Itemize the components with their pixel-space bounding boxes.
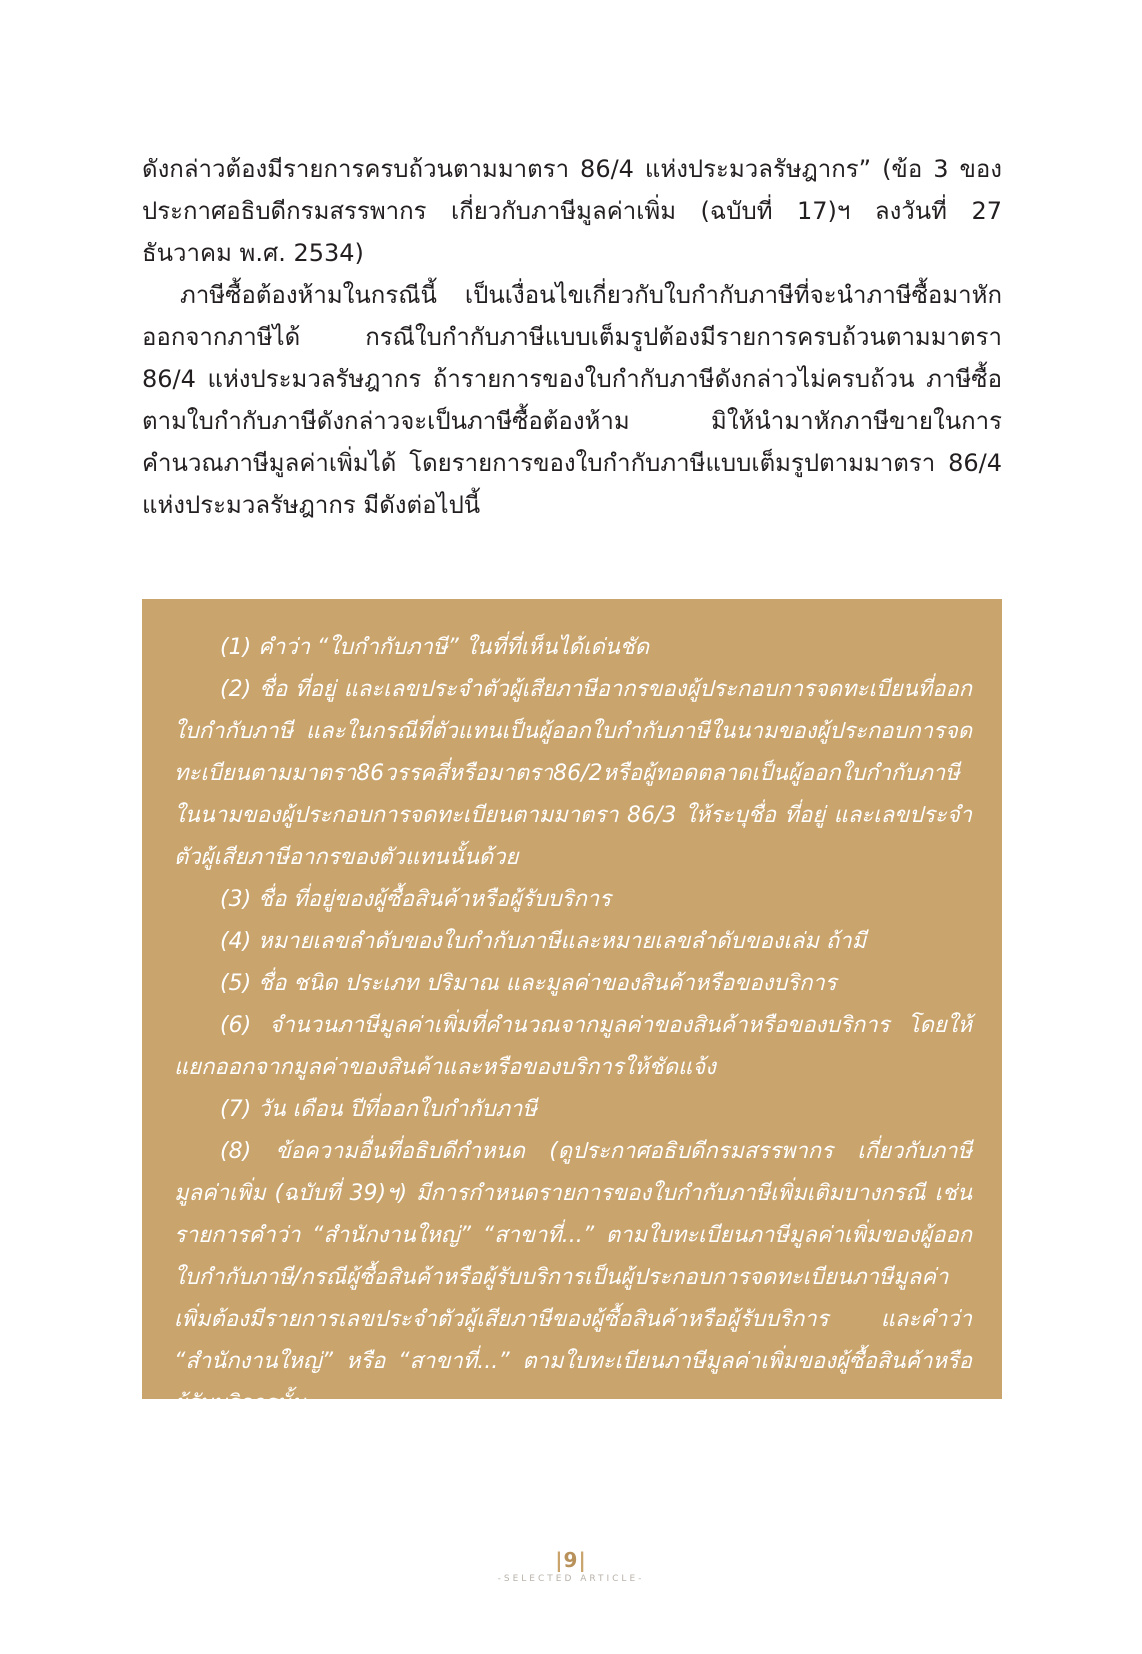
requirement-item-7: (7) วัน เดือน ปีที่ออกใบกำกับภาษี [220,1097,537,1122]
body-paragraph-2: ภาษีซื้อต้องห้ามในกรณีนี้ เป็นเงื่อนไขเกี่ยวกับใบกำกับภาษีที่จะนำภาษีซื้อมาหักออกจากภาษีได้ กรณีใบกำกับภาษีแบบเต็มรูปต้องมีรายการครบถ้วนตามมาตรา 86/4 แห่งประมวลรัษฎากร ถ้ารายการของใบกำกับภาษีดังกล่าวไม่ครบถ้วน ภาษีซื้อตามใบกำกับภาษีดังกล่าวจะเป็นภาษีซื้อต้องห้าม มิให้นำมาหักภาษีขายในการคำนวณภาษีมูลค่าเพิ่มได้ โดยรายการของใบกำกับภาษีแบบเต็มรูปตามมาตรา 86/4 แห่งประมวลรัษฎากร มีดังต่อไปนี้ [142,281,1002,519]
requirement-item-3: (3) ชื่อ ที่อยู่ของผู้ซื้อสินค้าหรือผู้รับบริการ [220,887,611,912]
page-number-bar-left: | [555,1548,564,1572]
requirement-item-1: (1) คำว่า “ใบกำกับภาษี” ในที่ที่เห็นได้เด่นชัด [220,635,649,660]
article-body [142,148,1002,526]
page-number-group [0,1548,1142,1572]
requirement-item-5: (5) ชื่อ ชนิด ประเภท ปริมาณ และมูลค่าของสินค้าหรือของบริการ [220,971,837,996]
requirement-item-6: (6) จำนวนภาษีมูลค่าเพิ่มที่คำนวณจากมูลค่าของสินค้าหรือของบริการ โดยให้แยกออกจากมูลค่าของสินค้าและหรือของบริการให้ชัดแจ้ง [174,1013,972,1080]
requirement-item-2: (2) ชื่อ ที่อยู่ และเลขประจำตัวผู้เสียภาษีอากรของผู้ประกอบการจดทะเบียนที่ออกใบกำกับภาษี และในกรณีที่ตัวแทนเป็นผู้ออกใบกำกับภาษีในนามของผู้ประกอบการจดทะเบียนตามมาตรา86วรรคสี่หรือมาตรา86/2หรือผู้ทอดตลาดเป็นผู้ออกใบกำกับภาษีในนามของผู้ประกอบการจดทะเบียนตามมาตรา 86/3 ให้ระบุชื่อ ที่อยู่ และเลขประจำตัวผู้เสียภาษีอากรของตัวแทนนั้นด้วย [174,677,972,870]
page-number: 9 [563,1548,579,1572]
page-footer [0,1548,1142,1584]
requirement-item-4: (4) หมายเลขลำดับของใบกำกับภาษีและหมายเลขลำดับของเล่ม ถ้ามี [220,929,867,954]
body-paragraph-1: ดังกล่าวต้องมีรายการครบถ้วนตามมาตรา 86/4 แห่งประมวลรัษฎากร” (ข้อ 3 ของประกาศอธิบดีกรมสรรพากร เกี่ยวกับภาษีมูลค่าเพิ่ม (ฉบับที่ 17)ฯ ลงวันที่ 27 ธันวาคม พ.ศ. 2534) [142,155,1002,267]
page-number-bar-right: | [578,1548,587,1572]
section-label: -SELECTED ARTICLE- [497,1574,645,1584]
requirement-item-8: (8) ข้อความอื่นที่อธิบดีกำหนด (ดูประกาศอธิบดีกรมสรรพากร เกี่ยวกับภาษีมูลค่าเพิ่ม (ฉบับที่ 39)ฯ) มีการกำหนดรายการของใบกำกับภาษีเพิ่มเติมบางกรณี เช่น รายการคำว่า “สำนักงานใหญ่” “สาขาที่...” ตามใบทะเบียนภาษีมูลค่าเพิ่มของผู้ออกใบกำกับภาษี/กรณีผู้ซื้อสินค้าหรือผู้รับบริการเป็นผู้ประกอบการจดทะเบียนภาษีมูลค่าเพิ่มต้องมีรายการเลขประจำตัวผู้เสียภาษีของผู้ซื้อสินค้าหรือผู้รับบริการ และคำว่า “สำนักงานใหญ่” หรือ “สาขาที่...” ตามใบทะเบียนภาษีมูลค่าเพิ่มของผู้ซื้อสินค้าหรือผู้รับบริการนั้น [174,1139,972,1416]
invoice-requirements-box [142,599,1002,1416]
